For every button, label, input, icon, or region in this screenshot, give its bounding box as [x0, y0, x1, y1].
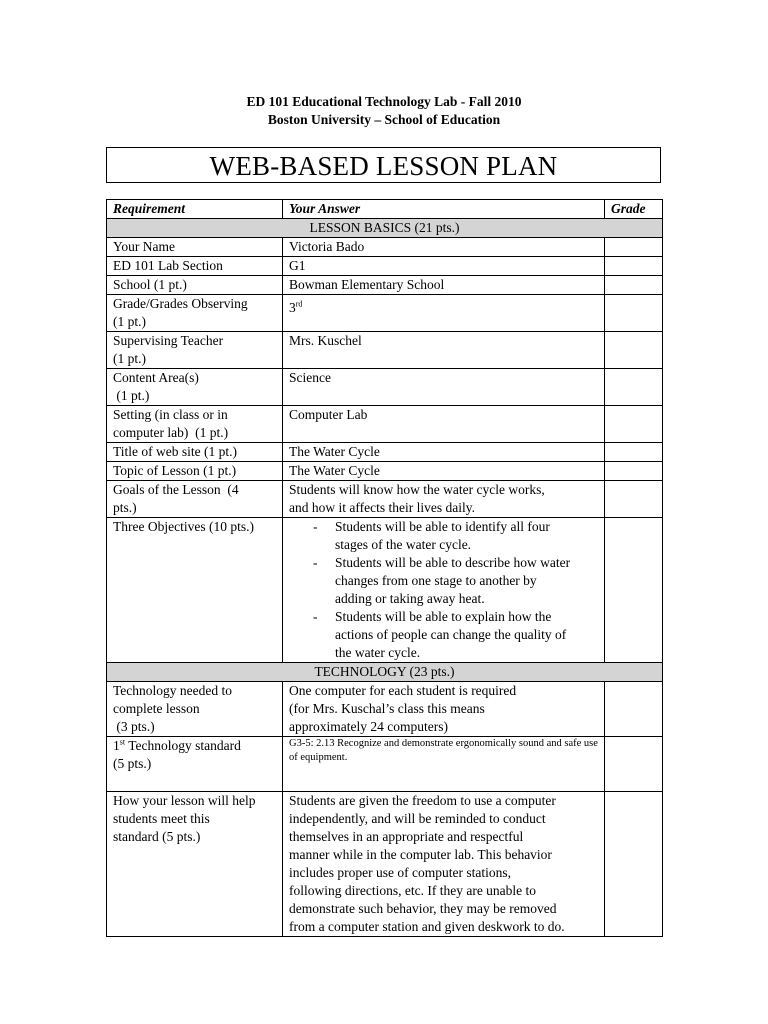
answer-cell: The Water Cycle — [283, 443, 605, 462]
answer-cell: Computer Lab — [283, 406, 605, 443]
section-row-lesson-basics — [107, 219, 663, 238]
grade-cell — [605, 369, 663, 406]
answer-line: manner while in the computer lab. This behavior — [289, 847, 552, 862]
requirement-points: (3 pts.) — [113, 719, 155, 734]
answer-cell: G3-5: 2.13 Recognize and demonstrate ergonomically sound and safe use of equipment. — [283, 737, 605, 792]
requirement-points: (1 pt.) — [113, 388, 150, 403]
table-row-objectives — [107, 518, 663, 663]
objective-line: actions of people can change the quality of — [335, 627, 567, 642]
objective-item — [313, 554, 598, 608]
grade-cell — [605, 481, 663, 518]
objective-item — [313, 518, 598, 554]
objective-line: adding or taking away heat. — [335, 591, 485, 606]
ordinal-number: 1 — [113, 738, 120, 753]
objective-line: stages of the water cycle. — [335, 537, 472, 552]
requirement-points: (5 pts.) — [113, 756, 152, 771]
answer-cell — [283, 481, 605, 518]
requirement-cell — [107, 369, 283, 406]
requirement-cell: Topic of Lesson (1 pt.) — [107, 462, 283, 481]
document-heading-school: Boston University – School of Education — [267, 112, 501, 127]
requirement-text: Supervising Teacher — [113, 333, 224, 348]
objectives-list — [289, 518, 598, 662]
requirement-text: Content Area(s) — [113, 370, 199, 385]
answer-cell: Victoria Bado — [283, 238, 605, 257]
page-title: WEB-BASED LESSON PLAN — [106, 147, 661, 183]
column-header-grade: Grade — [605, 200, 663, 219]
table-row — [107, 481, 663, 518]
section-label-technology: TECHNOLOGY (23 pts.) — [107, 663, 663, 682]
objective-line: - Students will be able to describe how water — [335, 555, 571, 570]
answer-line: Students are given the freedom to use a computer — [289, 793, 556, 808]
requirement-label: Technology standard — [125, 738, 241, 753]
requirement-text: Goals of the Lesson (4 — [113, 482, 239, 497]
answer-line: includes proper use of computer stations, — [289, 865, 511, 880]
answer-line: themselves in an appropriate and respectful — [289, 829, 524, 844]
document-heading-course: ED 101 Educational Technology Lab - Fall 2010 — [246, 94, 522, 109]
table-row — [107, 369, 663, 406]
grade-cell — [605, 295, 663, 332]
objective-item — [313, 608, 598, 662]
answer-line: and how it affects their lives daily. — [289, 500, 475, 515]
grade-cell — [605, 406, 663, 443]
table-row — [107, 462, 663, 481]
requirement-cell — [107, 295, 283, 332]
requirement-points: pts.) — [113, 500, 137, 515]
objective-line: the water cycle. — [335, 645, 421, 660]
table-row — [107, 682, 663, 737]
answer-cell — [283, 518, 605, 663]
requirement-cell — [107, 332, 283, 369]
table-row — [107, 406, 663, 443]
answer-line: from a computer station and given deskwork to do. — [289, 919, 565, 934]
section-row-technology — [107, 663, 663, 682]
answer-line: Students will know how the water cycle works, — [289, 482, 545, 497]
grade-cell — [605, 257, 663, 276]
answer-cell: Bowman Elementary School — [283, 276, 605, 295]
requirement-cell: School (1 pt.) — [107, 276, 283, 295]
requirement-cell — [107, 406, 283, 443]
requirement-points: (1 pt.) — [113, 351, 146, 366]
answer-cell: Mrs. Kuschel — [283, 332, 605, 369]
grade-cell — [605, 443, 663, 462]
answer-cell — [283, 295, 605, 332]
requirement-text: students meet this — [113, 811, 210, 826]
column-header-answer: Your Answer — [283, 200, 605, 219]
answer-cell: G1 — [283, 257, 605, 276]
requirement-text: Grade/Grades Observing — [113, 296, 248, 311]
answer-cell: The Water Cycle — [283, 462, 605, 481]
requirement-cell: Three Objectives (10 pts.) — [107, 518, 283, 663]
section-label-lesson-basics: LESSON BASICS (21 pts.) — [107, 219, 663, 238]
grade-cell — [605, 518, 663, 663]
requirement-text — [113, 737, 276, 755]
requirement-cell: Your Name — [107, 238, 283, 257]
grade-cell — [605, 238, 663, 257]
objective-line: - Students will be able to explain how the — [335, 609, 552, 624]
grade-cell — [605, 332, 663, 369]
requirement-text: complete lesson — [113, 701, 200, 716]
answer-line: following directions, etc. If they are unable to — [289, 883, 537, 898]
answer-line: (for Mrs. Kuschal’s class this means — [289, 701, 485, 716]
requirement-points: (1 pt.) — [113, 314, 146, 329]
table-row — [107, 257, 663, 276]
answer-line: independently, and will be reminded to conduct — [289, 811, 546, 826]
answer-line: One computer for each student is required — [289, 683, 517, 698]
requirement-cell — [107, 737, 283, 792]
grade-cell — [605, 276, 663, 295]
requirement-text: How your lesson will help — [113, 793, 256, 808]
table-header-row — [107, 200, 663, 219]
table-row — [107, 276, 663, 295]
answer-ordinal-suffix: rd — [295, 299, 303, 309]
requirement-cell: Title of web site (1 pt.) — [107, 443, 283, 462]
answer-cell: Science — [283, 369, 605, 406]
answer-cell — [283, 682, 605, 737]
requirement-text: standard (5 pts.) — [113, 829, 201, 844]
table-row — [107, 238, 663, 257]
table-row — [107, 332, 663, 369]
requirement-text: Setting (in class or in — [113, 407, 228, 422]
requirement-text: Technology needed to — [113, 683, 233, 698]
grade-cell — [605, 682, 663, 737]
grade-cell — [605, 462, 663, 481]
table-row — [107, 295, 663, 332]
lesson-plan-table — [106, 199, 663, 937]
column-header-requirement: Requirement — [107, 200, 283, 219]
grade-cell — [605, 737, 663, 792]
requirement-cell: ED 101 Lab Section — [107, 257, 283, 276]
answer-line: demonstrate such behavior, they may be removed — [289, 901, 557, 916]
table-row — [107, 792, 663, 937]
requirement-cell — [107, 481, 283, 518]
table-row — [107, 443, 663, 462]
requirement-points: computer lab) (1 pt.) — [113, 425, 229, 440]
ordinal-suffix: st — [119, 737, 126, 747]
requirement-cell — [107, 792, 283, 937]
requirement-cell — [107, 682, 283, 737]
answer-line: approximately 24 computers) — [289, 719, 448, 734]
objective-line: changes from one stage to another by — [335, 573, 537, 588]
grade-cell — [605, 792, 663, 937]
table-row — [107, 737, 663, 792]
answer-cell — [283, 792, 605, 937]
answer-text: 3 — [289, 300, 296, 315]
objective-line: - Students will be able to identify all four — [335, 519, 550, 534]
